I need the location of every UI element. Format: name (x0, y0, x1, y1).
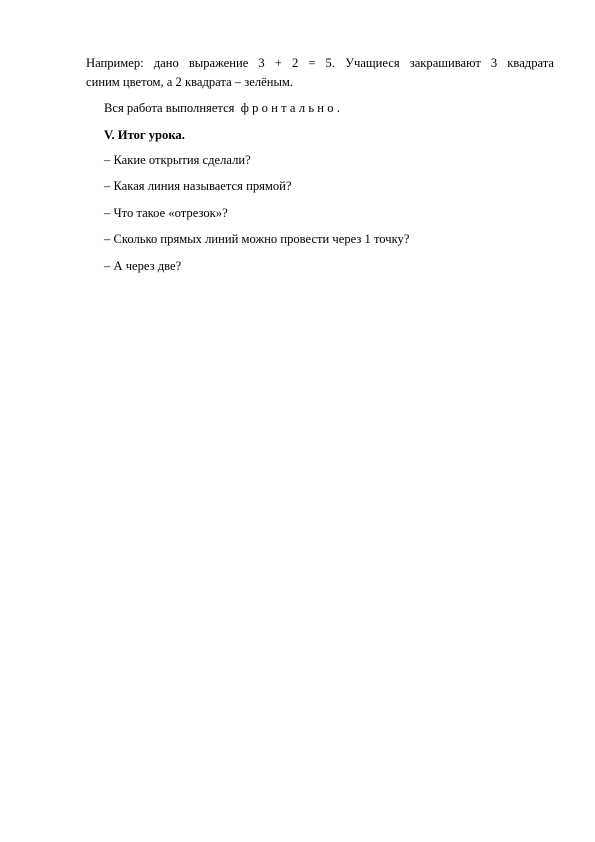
question-item: – А через две? (104, 259, 182, 273)
section-heading: V. Итог урока. (104, 128, 185, 142)
question-item: – Какая линия называется прямой? (104, 179, 292, 193)
question-item: – Сколько прямых линий можно провести через 1 точку? (104, 232, 410, 246)
paragraph-example-line-1: Например: дано выражение 3 + 2 = 5. Учащиеся закрашивают 3 квадрата (86, 56, 554, 70)
question-item: – Какие открытия сделали? (104, 153, 251, 167)
paragraph-example-line-2: синим цветом, а 2 квадрата – зелёным. (86, 75, 294, 89)
paragraph-frontal-text: Вся работа выполняется (104, 101, 235, 115)
question-item: – Что такое «отрезок»? (104, 206, 228, 220)
spaced-word-frontally: фронтально. (240, 101, 344, 115)
paragraph-frontal-work (104, 101, 343, 116)
